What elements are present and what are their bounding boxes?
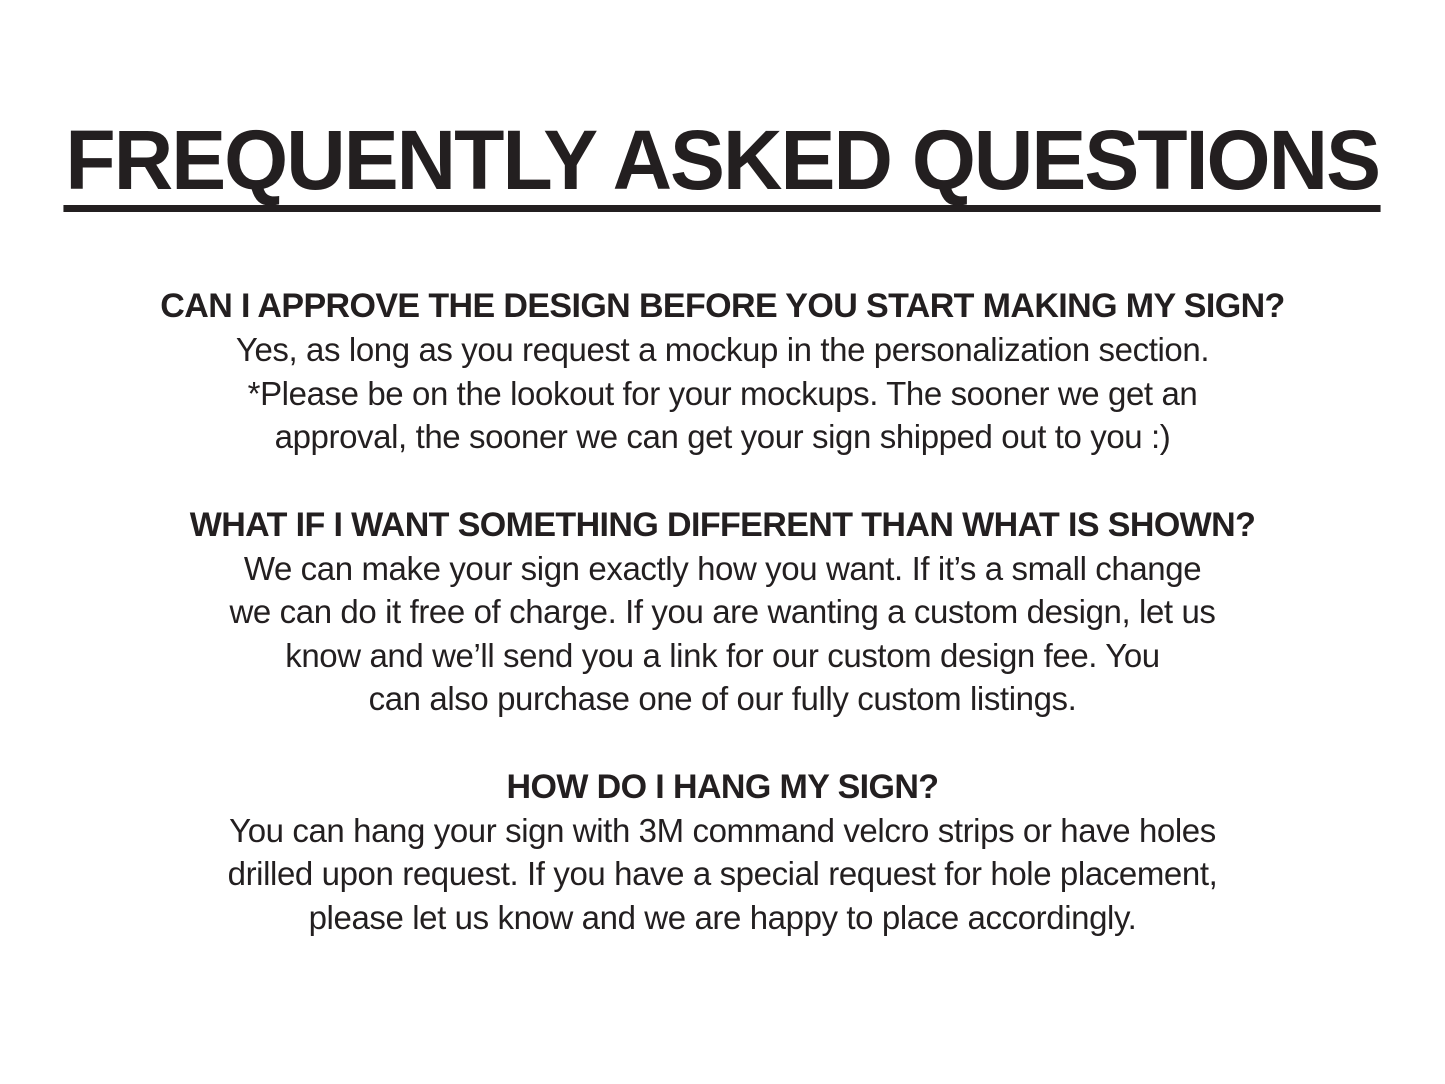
page-title: FREQUENTLY ASKED QUESTIONS bbox=[64, 118, 1382, 212]
faq-question: CAN I APPROVE THE DESIGN BEFORE YOU START MAKING MY SIGN? bbox=[160, 287, 1285, 325]
faq-question: WHAT IF I WANT SOMETHING DIFFERENT THAN WHAT IS SHOWN? bbox=[189, 505, 1256, 544]
faq-answer-line: we can do it free of charge. If you are wanting a custom design, let us bbox=[229, 593, 1216, 630]
faq-answer-line: You can hang your sign with 3M command velcro strips or have holes bbox=[229, 811, 1216, 849]
faq-answer-line: please let us know and we are happy to place accordingly. bbox=[308, 898, 1137, 936]
faq-answer-line: We can make your sign exactly how you want. If it’s a small change bbox=[243, 549, 1202, 587]
faq-answer-line: can also purchase one of our fully custom listings. bbox=[368, 680, 1077, 717]
faq-answer-line: drilled upon request. If you have a special request for hole placement, bbox=[227, 855, 1218, 892]
faq-block-approve-design bbox=[0, 284, 1445, 459]
faq-block-something-different bbox=[0, 503, 1445, 721]
faq-question: HOW DO I HANG MY SIGN? bbox=[506, 767, 939, 806]
faq-block-hang-sign bbox=[0, 765, 1445, 940]
faq-answer-line: know and we’ll send you a link for our custom design fee. You bbox=[285, 636, 1160, 674]
faq-answer-line: Yes, as long as you request a mockup in the personalization section. bbox=[235, 331, 1210, 368]
faq-answer-line: approval, the sooner we can get your sign shipped out to you :) bbox=[274, 418, 1171, 455]
faq-answer-line: *Please be on the lookout for your mockups. The sooner we get an bbox=[247, 374, 1198, 412]
